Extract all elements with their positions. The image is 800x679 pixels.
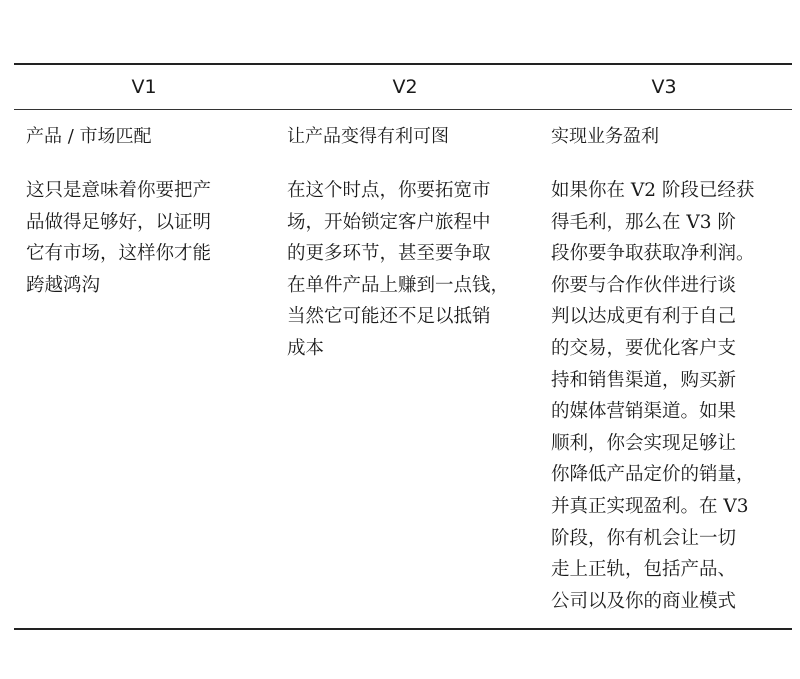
table-body-row xyxy=(14,110,792,617)
desc-line: 在单件产品上赚到一点钱， xyxy=(287,274,510,296)
desc-line: 在这个时点，你要拓宽市 xyxy=(287,180,491,201)
desc-line: 品做得足够好，以证明 xyxy=(26,211,212,233)
desc-line: 的交易，要优化客户支 xyxy=(551,337,737,359)
desc-line: 的媒体营销渠道。如果 xyxy=(551,401,737,423)
desc-line: 公司以及你的商业模式 xyxy=(551,590,737,612)
column-v1 xyxy=(14,122,274,617)
column-v3 xyxy=(536,122,792,617)
desc-line: 它有市场，这样你才能 xyxy=(26,243,212,265)
desc-line: 得毛利，那么在 V3 阶 xyxy=(551,211,736,233)
table-bottom-rule xyxy=(14,628,792,630)
desc-line: 跨越鸿沟 xyxy=(26,274,101,296)
stage-description-v1 xyxy=(26,175,266,301)
desc-line: 持和销售渠道，购买新 xyxy=(551,369,737,391)
desc-line: 你要与合作伙伴进行谈 xyxy=(551,274,737,296)
desc-line: 当然它可能还不足以抵销 xyxy=(287,306,491,328)
desc-line: 的更多环节，甚至要争取 xyxy=(287,243,491,265)
desc-line: 这只是意味着你要把产 xyxy=(26,180,212,201)
comparison-table xyxy=(14,63,792,617)
table-header-row xyxy=(14,65,792,109)
header-v3: V3 xyxy=(651,76,677,98)
desc-line: 并真正实现盈利。在 V3 xyxy=(551,495,749,517)
stage-description-v3 xyxy=(551,175,792,617)
desc-line: 如果你在 V2 阶段已经获 xyxy=(551,180,755,201)
desc-line: 成本 xyxy=(287,337,325,359)
desc-line: 场，开始锁定客户旅程中 xyxy=(287,211,491,233)
desc-line: 阶段，你有机会让一切 xyxy=(551,527,737,549)
desc-line: 你降低产品定价的销量， xyxy=(551,464,755,486)
desc-line: 走上正轨，包括产品、 xyxy=(551,559,737,581)
column-v2 xyxy=(274,122,536,617)
stage-title-v2: 让产品变得有利可图 xyxy=(287,126,449,147)
desc-line: 判以达成更有利于自己 xyxy=(551,306,737,328)
header-v2: V2 xyxy=(392,76,418,98)
desc-line: 段你要争取获取净利润。 xyxy=(551,243,755,265)
stage-description-v2 xyxy=(287,175,528,365)
stage-title-v1: 产品 / 市场匹配 xyxy=(26,126,152,147)
desc-line: 顺利，你会实现足够让 xyxy=(551,432,737,454)
header-v1: V1 xyxy=(131,76,157,98)
stage-title-v3: 实现业务盈利 xyxy=(551,126,659,147)
